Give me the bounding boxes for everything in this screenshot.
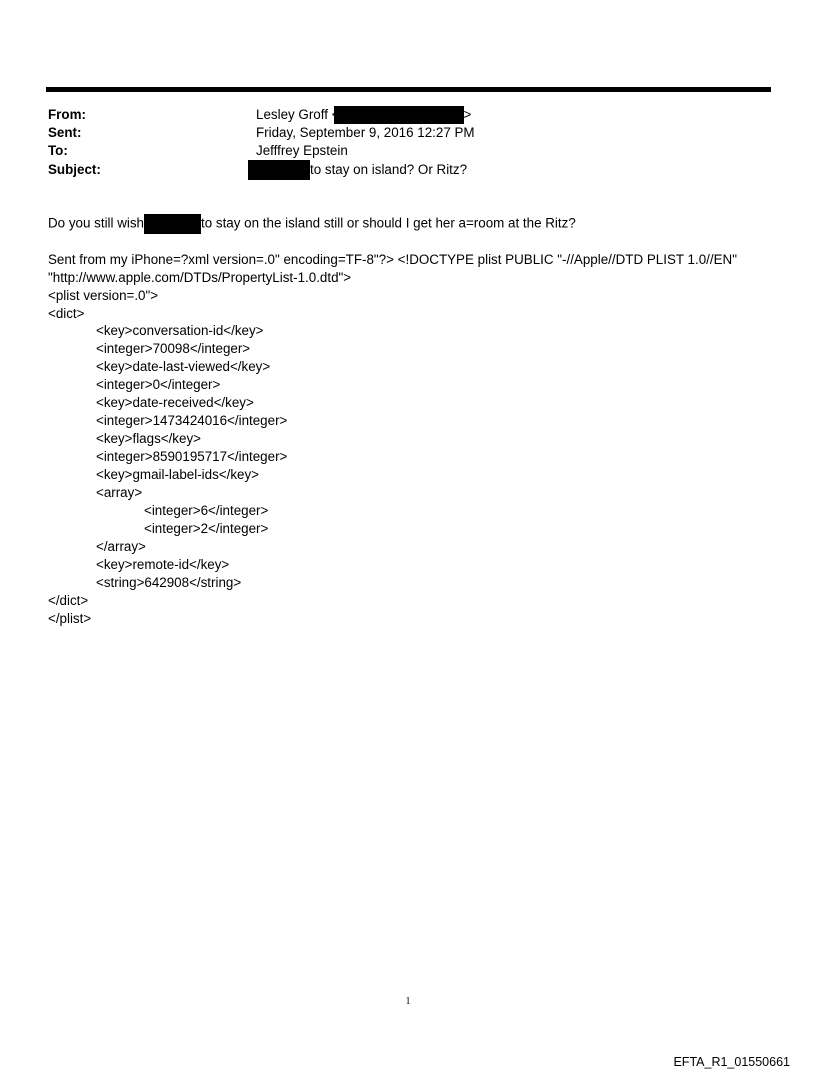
plist-line: <key>date-received</key> (96, 395, 254, 410)
document-id: EFTA_R1_01550661 (673, 1055, 790, 1069)
plist-line: <string>642908</string> (96, 575, 242, 590)
subject-label: Subject: (48, 161, 101, 177)
header-divider (46, 87, 771, 92)
plist-line: <array> (96, 485, 143, 500)
from-row (48, 106, 471, 124)
page-number: 1 (405, 996, 411, 1007)
to-row (48, 142, 348, 160)
message-question (48, 214, 576, 234)
plist-line: <integer>2</integer> (144, 521, 269, 536)
subject-value: to stay on island? Or Ritz? (310, 161, 468, 177)
plist-line: <key>gmail-label-ids</key> (96, 467, 260, 482)
to-value: Jefffrey Epstein (256, 143, 348, 158)
plist-line: </array> (96, 539, 146, 554)
plist-line: </plist> (48, 611, 92, 626)
from-name: Lesley Groff (256, 107, 328, 122)
plist-line: <plist version=.0"> (48, 288, 159, 303)
sent-from-line-1: Sent from my iPhone=?xml version=.0" encoding=TF-8"?> <!DOCTYPE plist PUBLIC "-//Apple//DTD PLIST 1.0//EN" (48, 252, 737, 267)
sent-row (48, 124, 475, 142)
plist-line: <integer>8590195717</integer> (96, 449, 288, 464)
question-part-2: to stay on the island still or should I get her a=room at the Ritz? (201, 215, 576, 231)
to-label: To: (48, 143, 68, 158)
plist-line: <integer>0</integer> (96, 377, 221, 392)
sent-label: Sent: (48, 125, 82, 140)
plist-line: <key>conversation-id</key> (96, 323, 264, 338)
plist-line: <key>date-last-viewed</key> (96, 359, 271, 374)
plist-line: <key>remote-id</key> (96, 557, 230, 572)
plist-line: </dict> (48, 593, 89, 608)
redaction-box (248, 160, 310, 180)
redaction-box (334, 106, 464, 124)
sent-from-line-2: "http://www.apple.com/DTDs/PropertyList-1.0.dtd"> (48, 270, 352, 285)
from-close-bracket: > (463, 107, 472, 122)
redaction-box (144, 214, 201, 234)
from-label: From: (48, 107, 86, 122)
plist-line: <integer>6</integer> (144, 503, 269, 518)
plist-line: <integer>1473424016</integer> (96, 413, 288, 428)
plist-line: <key>flags</key> (96, 431, 201, 446)
plist-line: <dict> (48, 306, 85, 321)
subject-row (48, 160, 467, 178)
question-part-1: Do you still wish (48, 215, 144, 231)
plist-line: <integer>70098</integer> (96, 341, 251, 356)
from-value (256, 106, 471, 124)
sent-value: Friday, September 9, 2016 12:27 PM (256, 125, 475, 140)
